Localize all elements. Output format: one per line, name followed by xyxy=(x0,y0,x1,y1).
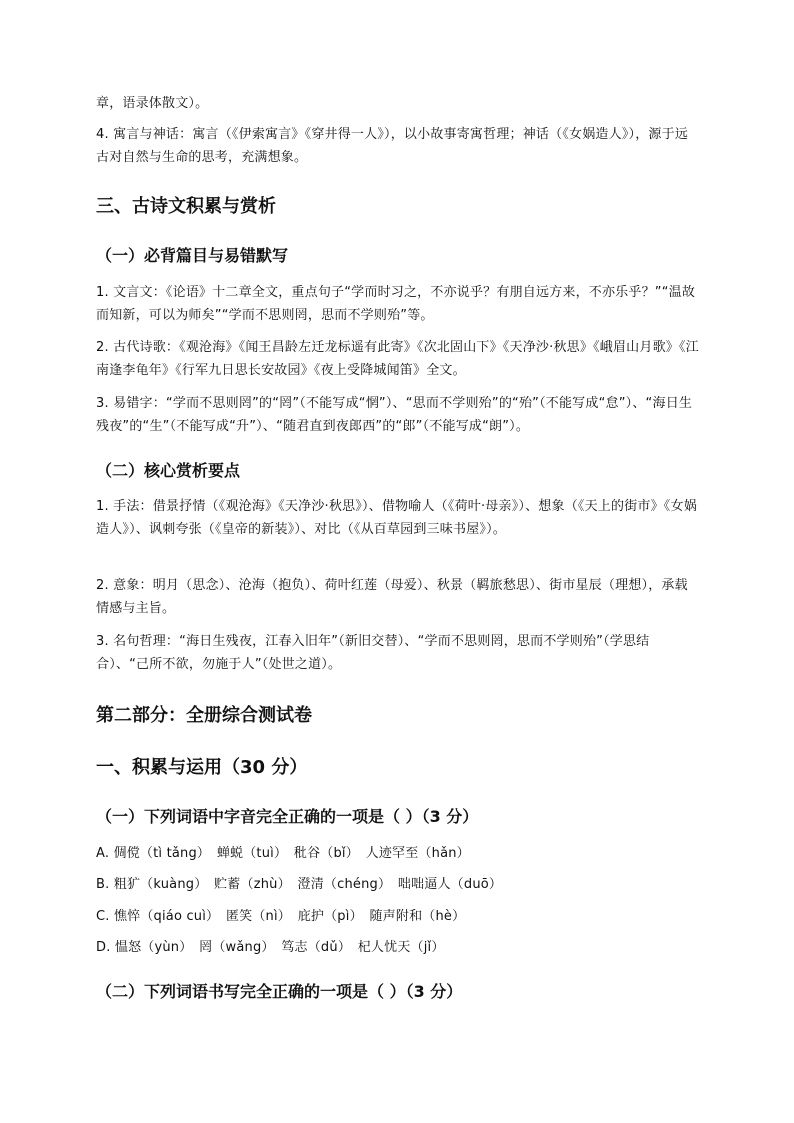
paragraph-poems: 2. 古代诗歌：《观沧海》《闻王昌龄左迁龙标遥有此寄》《次北固山下》《天净沙·秋思》《峨眉山月歌》《江南逢李龟年》《行军九日思长安故园》《夜上受降城闻笛》全文。 xyxy=(96,340,699,378)
section-heading-classical-poetry: 三、古诗文积累与赏析 xyxy=(96,196,276,217)
question-spelling: （二）下列词语书写完全正确的一项是（ ）（3 分） xyxy=(96,982,463,1001)
question-heading-accumulation: 一、积累与运用（30 分） xyxy=(96,757,308,778)
paragraph-techniques: 1. 手法：借景抒情（《观沧海》《天净沙·秋思》）、借物喻人（《荷叶·母亲》）、想象（《天上的街市》《女娲造人》）、讽刺夸张（《皇帝的新装》）、对比（《从百草园到三味书屋》）。 xyxy=(96,499,697,537)
option-a: A. 倜傥（tì tǎng） 蝉蜕（tuì） 秕谷（bǐ） 人迹罕至（hǎn） xyxy=(96,846,470,861)
subsection-heading-recitation: （一）必背篇目与易错默写 xyxy=(96,246,289,265)
part-heading-test-paper: 第二部分：全册综合测试卷 xyxy=(96,705,312,726)
paragraph-mythology: 4. 寓言与神话：寓言（《伊索寓言》《穿井得一人》），以小故事寄寓哲理；神话（《女娲造人》），源于远古对自然与生命的思考，充满想象。 xyxy=(96,127,689,165)
option-b: B. 粗犷（kuàng） 贮蓄（zhù） 澄清（chéng） 咄咄逼人（duō） xyxy=(96,877,503,892)
paragraph-imagery: 2. 意象：明月（思念）、沧海（抱负）、荷叶红莲（母爱）、秋景（羁旅愁思）、街市星辰（理想），承载情感与主旨。 xyxy=(96,578,688,616)
subsection-heading-appreciation: （二）核心赏析要点 xyxy=(96,461,241,480)
paragraph-typos: 3. 易错字：“学而不思则罔”的“罔”（不能写成“惘”）、“思而不学则殆”的“殆”（不能写成“怠”）、“海日生残夜”的“生”（不能写成“升”）、“随君直到夜郎西”的“郎”（不能写成“朗”）。 xyxy=(96,396,693,434)
option-d: D. 愠怒（yùn） 罔（wǎng） 笃志（dǔ） 杞人忧天（jǐ） xyxy=(96,940,445,955)
paragraph-intro-tail: 章，语录体散文）。 xyxy=(96,96,209,111)
option-c: C. 憔悴（qiáo cuì） 匿笑（nì） 庇护（pì） 随声附和（hè） xyxy=(96,909,466,924)
paragraph-classical-text: 1. 文言文：《论语》十二章全文，重点句子“学而时习之，不亦说乎？有朋自远方来，不亦乐乎？”“温故而知新，可以为师矣”“学而不思则罔，思而不学则殆”等。 xyxy=(96,285,696,323)
question-pronunciation: （一）下列词语中字音完全正确的一项是（ ）（3 分） xyxy=(96,807,479,826)
paragraph-quotes: 3. 名句哲理：“海日生残夜，江春入旧年”（新旧交替）、“学而不思则罔，思而不学则殆”（学思结合）、“己所不欲，勿施于人”（处世之道）。 xyxy=(96,634,650,672)
